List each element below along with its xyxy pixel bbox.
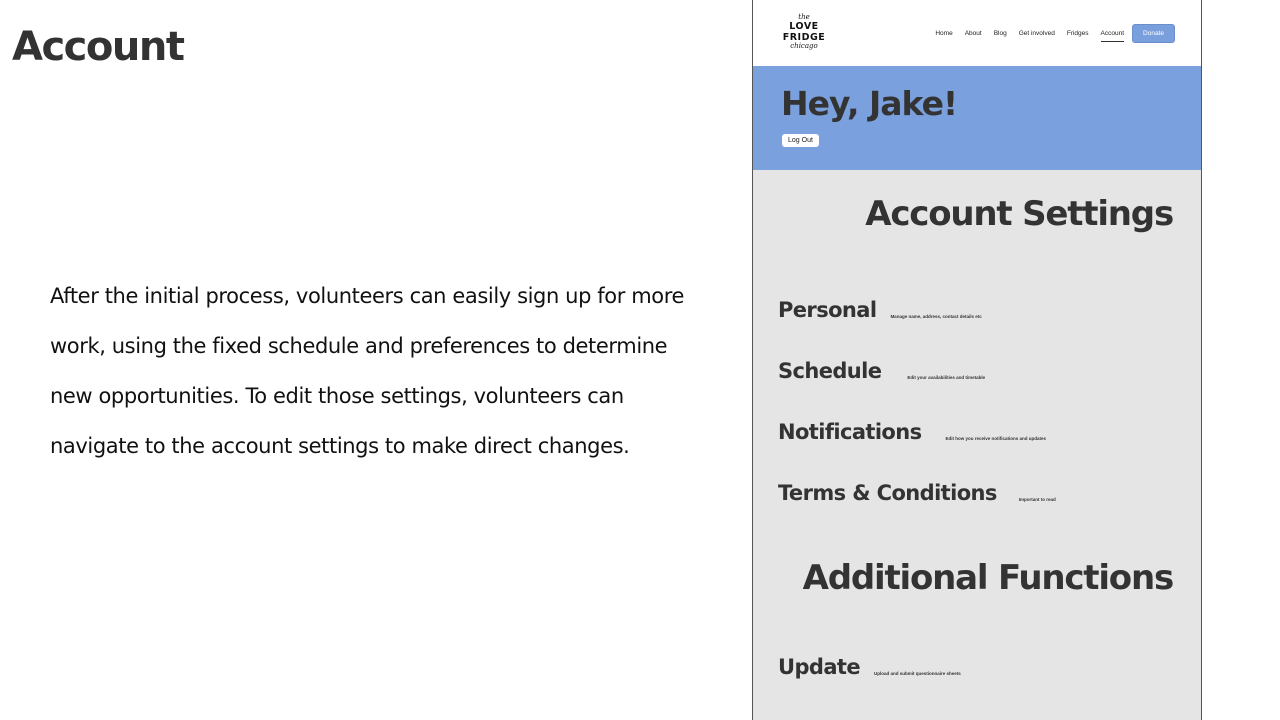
- greeting-heading: Hey, Jake!: [781, 84, 958, 123]
- site-header: [753, 0, 1201, 66]
- main-nav: [929, 24, 1175, 42]
- nav-about[interactable]: About: [964, 29, 982, 37]
- additional-functions-heading: Additional Functions: [802, 558, 1173, 598]
- settings-item-schedule[interactable]: [778, 359, 985, 389]
- nav-account[interactable]: Account: [1095, 30, 1131, 37]
- settings-item-notifications[interactable]: [778, 420, 1046, 450]
- nav-blog[interactable]: Blog: [993, 29, 1007, 37]
- account-hero: [753, 66, 1201, 170]
- settings-item-label: Notifications: [778, 420, 922, 444]
- settings-item-description: Edit your availabilities and timetable: [907, 375, 986, 380]
- settings-item-terms[interactable]: [778, 481, 1056, 511]
- nav-fridges[interactable]: Fridges: [1066, 29, 1089, 37]
- settings-item-description: Important to read: [1018, 497, 1056, 502]
- logo-line-the: the: [798, 13, 810, 21]
- logout-button[interactable]: Log Out: [782, 134, 819, 147]
- settings-item-description: Edit how you receive notifications and updates: [945, 436, 1047, 441]
- nav-get-involved[interactable]: Get involved: [1018, 29, 1055, 37]
- settings-item-label: Personal: [778, 298, 877, 322]
- logo-line-fridge: FRIDGE: [782, 32, 826, 43]
- settings-item-personal[interactable]: [778, 298, 982, 328]
- account-settings-heading: Account Settings: [865, 194, 1173, 234]
- slide-body-text: After the initial process, volunteers can easily sign up for more work, using the fixed schedule and preferences to determine new opportunities. To edit those settings, volunteers can navigate to the account settings to make direct changes.: [50, 284, 685, 458]
- function-item-label: Update: [778, 655, 860, 679]
- love-fridge-logo[interactable]: [779, 14, 829, 52]
- donate-button[interactable]: Donate: [1132, 24, 1175, 43]
- function-item-update[interactable]: [778, 655, 961, 685]
- logo-line-chicago: chicago: [790, 42, 818, 50]
- nav-home[interactable]: Home: [935, 29, 953, 37]
- settings-item-label: Schedule: [778, 359, 882, 383]
- website-mockup: [752, 0, 1202, 720]
- slide-title: Account: [12, 24, 184, 70]
- function-item-description: Upload and submit questionnaire sheets: [873, 671, 961, 676]
- logo-line-love: LOVE: [789, 21, 819, 32]
- settings-item-description: Manage name, address, contact details etc: [890, 314, 982, 319]
- settings-item-label: Terms & Conditions: [778, 481, 997, 505]
